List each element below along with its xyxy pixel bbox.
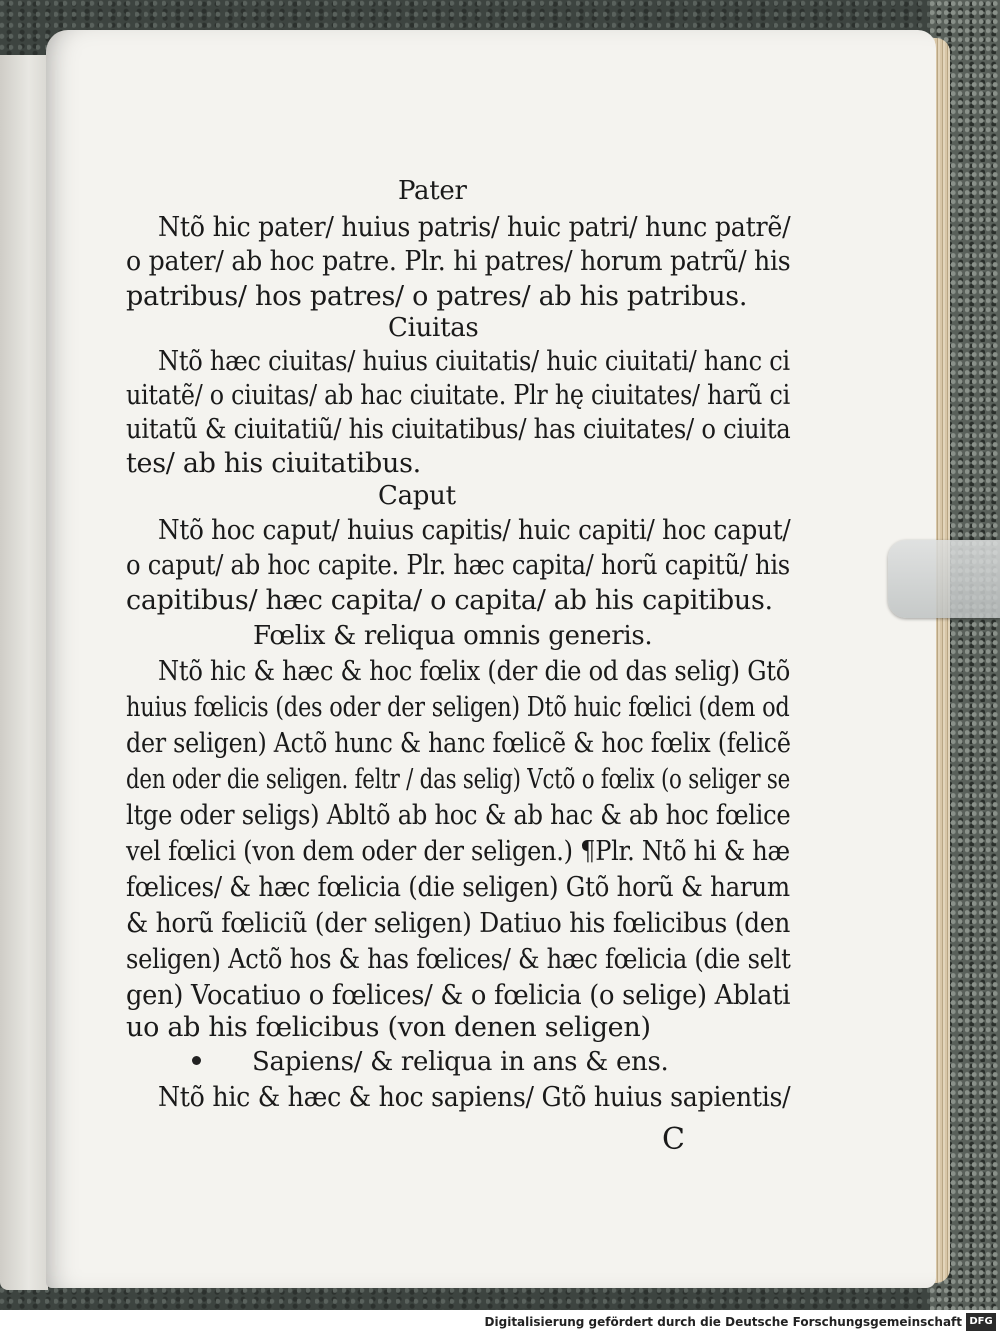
digitization-footer [0, 1310, 1000, 1334]
text-line: Ntõ hic pater/ huius patris/ huic patri/ hunc patrẽ/ [158, 212, 791, 243]
text-line: uo ab his fœlicibus (von denen seligen) [126, 1012, 651, 1043]
heading-sapiens: Sapiens/ & reliqua in ans & ens. [252, 1047, 669, 1077]
text-line: o pater/ ab hoc patre. Plr. hi patres/ horum patrũ/ his [126, 246, 791, 277]
text-line: Ntõ hoc caput/ huius capitis/ huic capiti/ hoc caput/ [158, 515, 791, 546]
heading-ciuitas: Ciuitas [388, 313, 479, 343]
text-line: gen) Vocatiuo o fœlices/ & o fœlicia (o selige) Ablati [126, 980, 791, 1011]
text-line: Ntõ hic & hæc & hoc fœlix (der die od das selig) Gtõ [158, 656, 791, 687]
text-line: uitatũ & ciuitatiũ/ his ciuitatibus/ has ciuitates/ o ciuita [126, 414, 791, 445]
text-line: & horũ fœliciũ (der seligen) Datiuo his fœlicibus (den [126, 908, 791, 939]
text-line: fœlices/ & hæc fœlicia (die seligen) Gtõ horũ & harum [126, 872, 790, 903]
heading-foelix: Fœlix & reliqua omnis generis. [253, 621, 653, 651]
text-line: seligen) Actõ hos & has fœlices/ & hæc fœlicia (die selt [126, 944, 791, 975]
heading-pater: Pater [398, 176, 467, 206]
dfg-logo: DFG [966, 1313, 996, 1331]
text-line: capitibus/ hæc capita/ o capita/ ab his capitibus. [126, 585, 773, 616]
text-line: huius fœlicis (des oder der seligen) Dtõ huic fœlici (dem od [126, 692, 790, 723]
text-line: ltge oder seligs) Abltõ ab hoc & ab hac & ab hoc fœlice [126, 800, 791, 831]
text-line: Ntõ hæc ciuitas/ huius ciuitatis/ huic ciuitati/ hanc ci [158, 346, 790, 377]
heading-caput: Caput [378, 481, 456, 511]
footer-credit: Digitalisierung gefördert durch die Deutsche Forschungsgemeinschaft [484, 1315, 962, 1329]
text-line: o caput/ ab hoc capite. Plr. hæc capita/ horũ capitũ/ his [126, 550, 790, 581]
text-line: Ntõ hic & hæc & hoc sapiens/ Gtõ huius sapientis/ [158, 1082, 791, 1113]
text-line: tes/ ab his ciuitatibus. [126, 448, 421, 479]
text-line: uitatẽ/ o ciuitas/ ab hac ciuitate. Plr hę ciuitates/ harũ ci [126, 380, 790, 411]
text-line: vel fœlici (von dem oder der seligen.) ¶Plr. Ntõ hi & hæ [126, 836, 790, 867]
text-line: patribus/ hos patres/ o patres/ ab his patribus. [126, 281, 748, 312]
bullet-icon [192, 1056, 201, 1065]
signature-mark: C [662, 1122, 685, 1157]
text-line: den oder die seligen. feltr / das selig) Vctõ o fœlix (o seliger se [126, 764, 791, 795]
text-line: der seligen) Actõ hunc & hanc fœlicẽ & hoc fœlix (felicẽ [126, 728, 791, 759]
